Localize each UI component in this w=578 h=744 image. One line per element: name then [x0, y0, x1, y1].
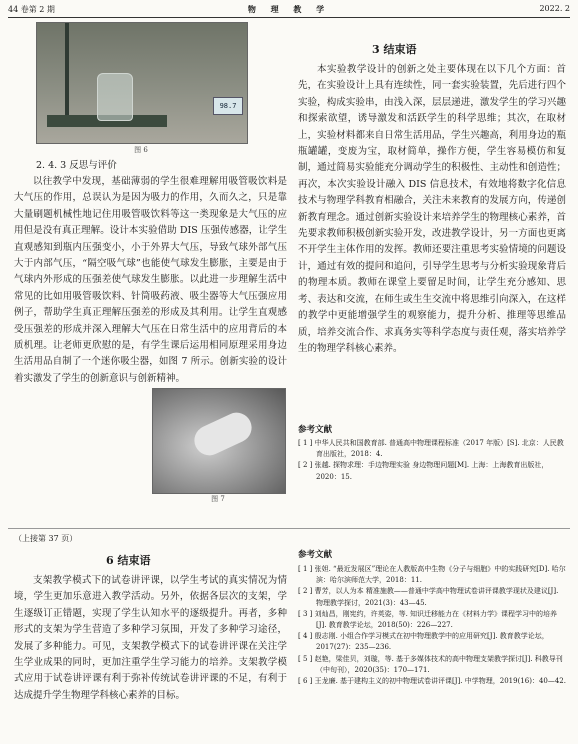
continued-note: （上接第 37 页） [14, 534, 78, 543]
section-3-heading: 3 结束语 [372, 43, 417, 56]
references-list-bottom [298, 564, 566, 687]
issue-label: 44 卷第 2 期 [8, 5, 55, 14]
left-paragraph-text: 以往教学中发现，基础薄弱的学生很难理解用吸管吸饮料是大气压的作用，总误认为是因为吸力的作用，久而久之，只是靠大量刷题机械性地记住用吸管吸饮料等这一类现象是大气压的应用但是没有真正理解。设计本实验借助 DIS 压强传感器，让学生直观感知到瓶内压强变小，小于外界大气压，导致气球外部气压大于内部气压，“隔空吸气球”也能使气球发生膨胀，主要是由于气球内外形成的压强差使气球发生膨胀。以此进一步理解生活中常见的比如用吸管吸饮料、针筒吸药液、吸尘器等大气压强应用例子，帮助学生真正理解压强差的形成及其利用。让学生直观感受压强差的形成并深入理解大气压在日常生活中的应用背后的本质机理。让老师更欣慰的是，有学生课后运用相同原理采用身边生活用品自制了一个迷你吸尘器，如图 7 所示。创新实验的设计着实激发了学生的创新意识与创新精神。 [14, 176, 287, 384]
reference-item: [ 1 ] 张妲. “最近发展区”理论在人教版高中生物《分子与细胞》中的实践研究[D]. 哈尔滨：哈尔滨师范大学，2018：11. [298, 565, 566, 585]
right-paragraph [298, 62, 566, 414]
header-rule [8, 17, 570, 18]
bottom-left-paragraph-text: 支架教学模式下的试卷讲评课，以学生考试的真实情况为情境，学生更加乐意进入教学活动。另外，依据各层次的支架，学生逐级订正错题，实现了学生认知水平的逐级提升。再者，多种形式的支架为学生营造了多种学习氛围，开发了多种学习途径，发展了多种能力。可见，支架教学模式下的试卷讲评课在关注学生学业成果的同时，更加注重学生学习能力的培养。支架教学模式应用于试卷讲评课有利于弥补传统试卷讲评课的不足，有利于达成提升学生物理学科核心素养的目标。 [14, 575, 287, 701]
section-2-4-3-heading: 2. 4. 3 反思与评价 [36, 160, 117, 171]
figure-6-caption: 图 6 [134, 146, 148, 154]
references-heading-top: 参考文献 [298, 425, 333, 435]
references-heading-bottom: 参考文献 [298, 550, 333, 560]
journal-title: 物 理 教 学 [247, 4, 331, 14]
references-list-top [298, 438, 566, 483]
sensor-display: 98.7 [213, 97, 243, 115]
mini-vacuum [189, 408, 256, 461]
reference-item: [ 2 ] 张越. 探物求理：手边物理实验 身边物理问题[M]. 上海：上海教育出版社，2020：15. [298, 461, 549, 481]
reference-item: [ 1 ] 中华人民共和国教育部. 普通高中物理课程标准（2017 年版）[S]. 北京：人民教育出版社，2018：4. [298, 439, 564, 459]
figure-6-photo [36, 22, 248, 144]
left-paragraph [14, 174, 287, 387]
bottom-left-paragraph [14, 573, 287, 741]
stand-rod [65, 23, 69, 123]
section-divider [8, 528, 570, 529]
figure-7-photo [152, 388, 286, 494]
figure-7-caption: 图 7 [211, 495, 225, 503]
section-6-heading: 6 结束语 [106, 554, 151, 567]
reference-item: [ 4 ] 殷志刚. 小组合作学习模式在初中物理教学中的应用研究[J]. 教育教学论坛，2017(27)：235—236. [298, 632, 549, 652]
reference-item: [ 5 ] 赵艳，梁佳贝，刘璇，等. 基于多媒体技术的高中物理支架教学探讨[J]. 科教导刊（中旬刊），2020(35)：170—171. [298, 654, 563, 674]
running-header [8, 4, 570, 18]
right-paragraph-text: 本实验教学设计的创新之处主要体现在以下几个方面：首先，在实验设计上具有连续性，同一套实验装置，先后进行四个实验，构成实验串，由浅入深，层层递进，激发学生的学习兴趣和探索欲望，诱导激发和活跃学生的科学思维；其次，在取材上，实验材料都来自日常生活用品，学生兴趣高，利用身边的瓶瓶罐罐，变废为宝，取材简单，操作方便，学生容易模仿和复制，通过简易实验能充分调动学生的积极性、主动性和创造性；再次，本次实验设计融入 DIS 信息技术，有效地将数字化信息技术与物理学科教育相融合，关注未来教育的发展方向，传递创新教育理念。通过创新实验设计来培养学生的物理核心素养，首先要求教师积极创新实验开发，改进教学设计，另一方面也更离不开学生主体作用的发挥。教师还要注重思考实验情境的问题设计，通过有效的提问和追问，引导学生思考与分析实验现象背后的物理本质。教师在课堂上要留足时间，让学生充分感知、思考、表达和交流，在师生或生生交流中将思维引向深入，在这样的教学中更能增强学生的观察能力，提升分析、推理等思维品质，培养交流合作、求真务实等科学态度与责任观，落实培养学生的物理学科核心素养。 [298, 64, 566, 354]
reference-item: [ 2 ] 曹芳，以人为本 精准施教——普通中学高中物理试卷讲评课教学现状及建议[J]. 物理教学探讨，2021(3)：43—45. [298, 587, 559, 607]
bottle [97, 73, 133, 121]
reference-item: [ 6 ] 王龙廉. 基于建构主义的初中物理试卷讲评课[J]. 中学物理，2019(16)：40—42. [298, 677, 566, 686]
reference-item: [ 3 ] 刘灿昌，刚宪约，许英姿，等. 知识迁移能力在《材料力学》课程学习中的培养[J]. 教育教学论坛，2018(50)：226—227. [298, 609, 558, 630]
date-label: 2022. 2 [539, 4, 570, 13]
